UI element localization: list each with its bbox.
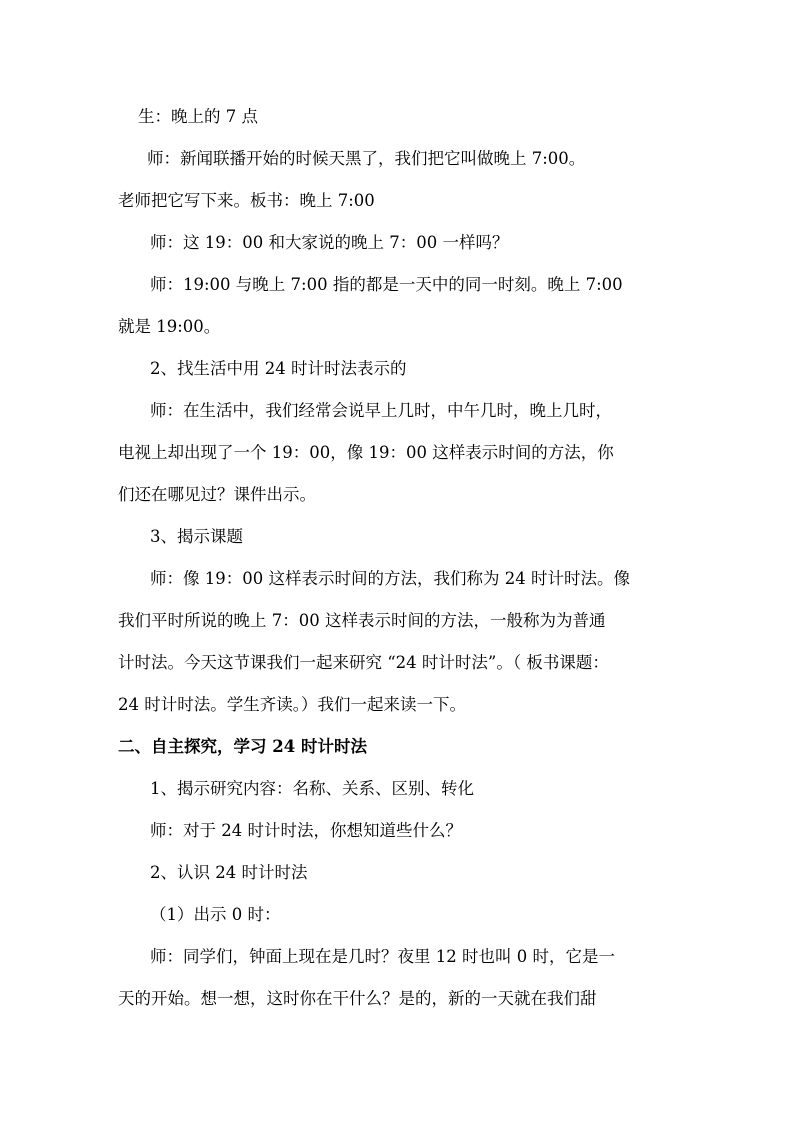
section-heading: 二、自主探究，学习 24 时计时法: [118, 737, 367, 756]
paragraph-line: 电视上却出现了一个 19：00，像 19：00 这样表示时间的方法，你: [118, 443, 614, 462]
paragraph-line: 天的开始。想一想，这时你在干什么？是的，新的一天就在我们甜: [118, 989, 597, 1008]
paragraph-line: 生：晚上的 7 点: [138, 107, 258, 126]
paragraph-line: 师：对于 24 时计时法，你想知道些什么？: [150, 821, 462, 840]
paragraph-line: 师：这 19：00 和大家说的晚上 7：00 一样吗？: [150, 233, 509, 252]
list-item-heading: 1、揭示研究内容：名称、关系、区别、转化: [150, 779, 474, 798]
list-item-heading: 2、认识 24 时计时法: [150, 863, 308, 882]
paragraph-line: 师：19:00 与晚上 7:00 指的都是一天中的同一时刻。晚上 7:00: [150, 275, 623, 294]
list-item-heading: 3、揭示课题: [150, 527, 243, 546]
paragraph-line: 计时法。今天这节课我们一起来研究 “24 时计时法”。（ 板书课题：: [118, 653, 609, 672]
paragraph-line: 们还在哪见过？课件出示。: [118, 485, 316, 504]
paragraph-line: 师：像 19：00 这样表示时间的方法，我们称为 24 时计时法。像: [150, 569, 630, 588]
paragraph-line: 就是 19:00。: [118, 317, 221, 336]
paragraph-line: 师：同学们，钟面上现在是几时？夜里 12 时也叫 0 时，它是一: [150, 947, 615, 966]
paragraph-line: 师：在生活中，我们经常会说早上几时，中午几时，晚上几时，: [150, 401, 612, 420]
list-item-heading: 2、找生活中用 24 时计时法表示的: [150, 359, 407, 378]
paragraph-line: 我们平时所说的晚上 7：00 这样表示时间的方法，一般称为为普通: [118, 611, 606, 630]
paragraph-line: 老师把它写下来。板书：晚上 7:00: [118, 191, 375, 210]
list-item-heading: （1）出示 0 时：: [150, 905, 281, 924]
paragraph-line: 24 时计时法。学生齐读。）我们一起来读一下。: [118, 695, 466, 714]
paragraph-line: 师：新闻联播开始的时候天黑了，我们把它叫做晚上 7:00。: [147, 149, 586, 168]
